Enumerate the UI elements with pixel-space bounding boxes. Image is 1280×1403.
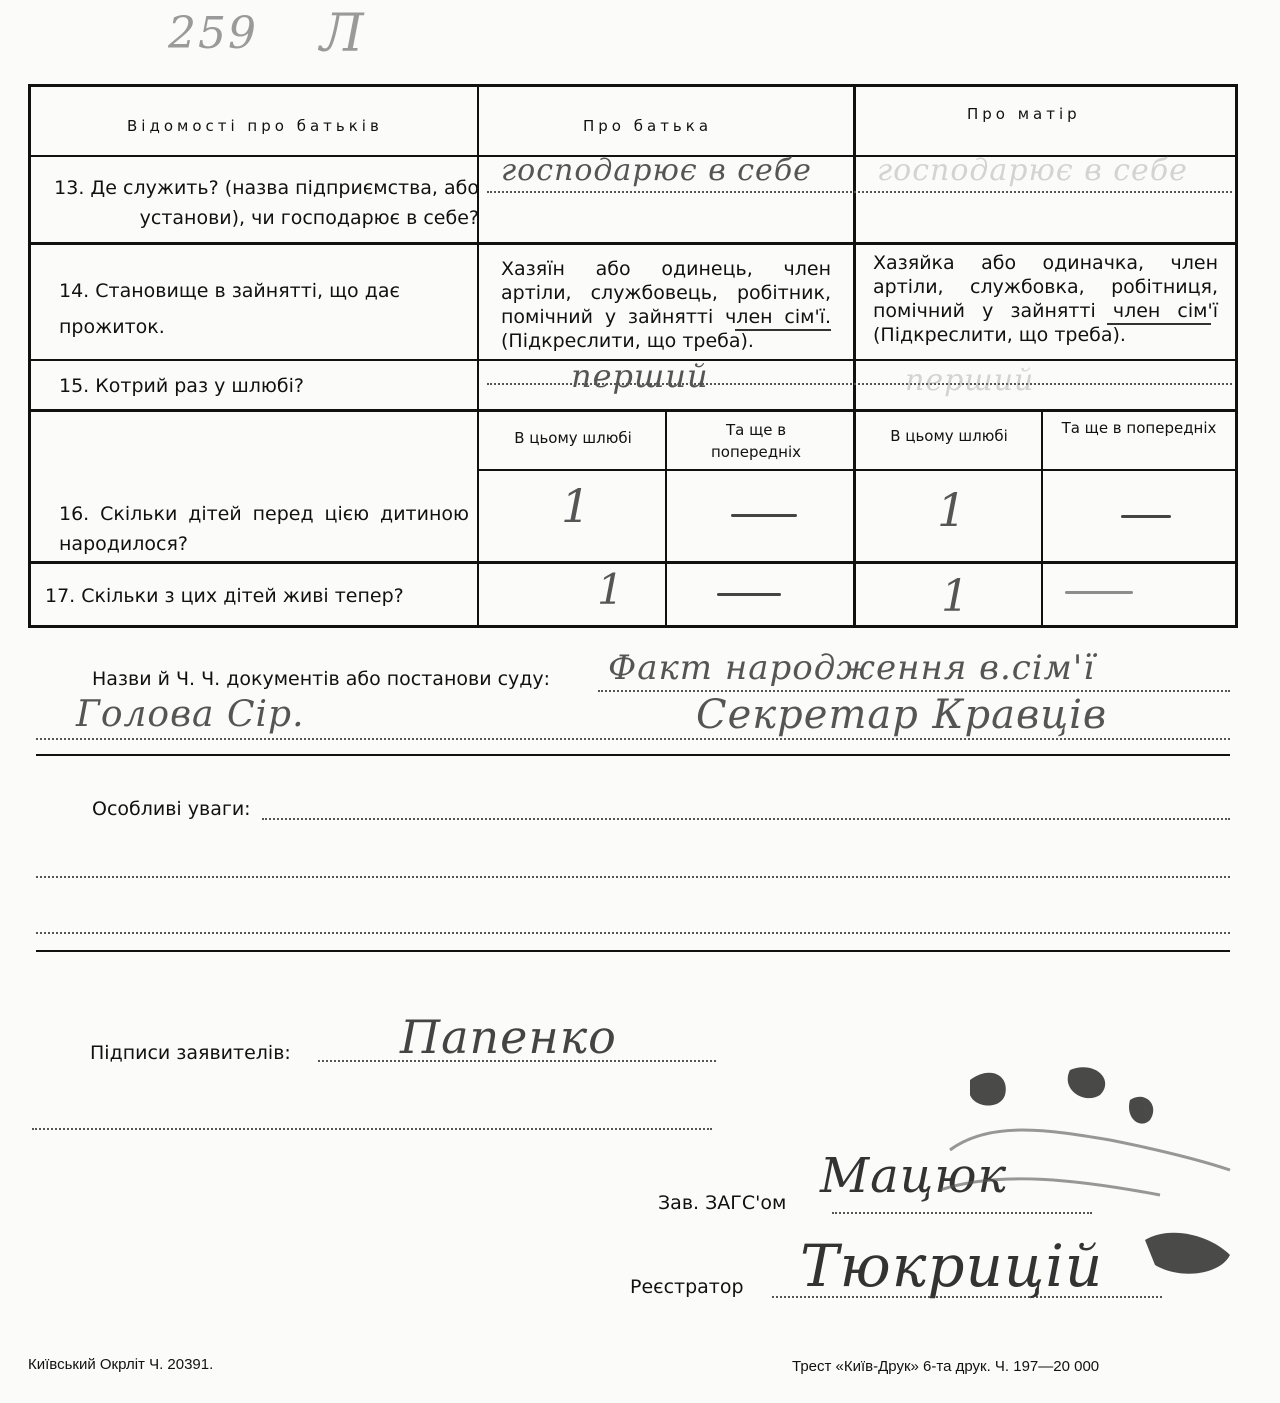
row-divider (31, 561, 1235, 564)
stamp-blot (1068, 1067, 1105, 1098)
row15-mother-answer: перший (905, 363, 1035, 398)
stamp-blot (1145, 1233, 1230, 1274)
column-divider (477, 87, 479, 625)
row15-question: 15. Котрий раз у шлюбі? (59, 375, 304, 397)
subcolumn-divider (665, 409, 667, 625)
applicants-signature-line-2 (32, 1128, 712, 1130)
subheader-divider (477, 469, 1235, 471)
parents-info-table (28, 84, 1238, 628)
footer-left: Київський Окрліт Ч. 20391. (28, 1356, 214, 1373)
special-notes-line-2 (36, 876, 1230, 878)
subcolumn-divider (1041, 409, 1043, 625)
row17-mother-previous-dash (1065, 591, 1133, 594)
subheader-father-previous: Та ще в попередніх (711, 421, 801, 461)
registrar-signature: Тюкрицій (800, 1232, 1104, 1300)
header-col-father: Про батька (583, 117, 713, 135)
subheader-mother-this-marriage: В цьому шлюбі (890, 427, 1008, 445)
answer-line (487, 191, 1232, 193)
subheader-mother-previous: Та ще в попередніх (1061, 419, 1217, 437)
row17-mother-this: 1 (941, 571, 970, 622)
page-number-mark: Л (320, 4, 364, 64)
registrar-label: Реєстратор (630, 1276, 744, 1298)
row-divider (31, 242, 1235, 245)
documents-handwritten-line2a: Голова Сір. (76, 694, 305, 735)
applicants-signature-label: Підписи заявителів: (90, 1042, 291, 1064)
header-col-info: Відомості про батьків (127, 117, 383, 135)
row17-father-previous-dash (717, 593, 781, 596)
row14-father-underline (735, 329, 831, 331)
column-divider (853, 87, 856, 625)
row17-father-this: 1 (597, 565, 625, 614)
row14-father-options: Хазяїн або одинець, член артіли, службовець, робітник, помічний у зайнятті член сім'ї. (Підкреслити, що треба). (501, 258, 831, 352)
special-notes-rule (36, 950, 1230, 952)
header-col-mother: Про матір (967, 105, 1081, 123)
zags-head-label: Зав. ЗАГС'ом (658, 1192, 787, 1214)
row13-father-answer: господарює в себе (501, 153, 812, 188)
row13-question: 13. Де служить? (назва підприємства, або установи), чи господарює в себе? (54, 177, 479, 229)
row14-mother-underline (1107, 323, 1211, 325)
stamp-blot (970, 1073, 1006, 1106)
row-divider (31, 409, 1235, 412)
documents-handwritten-line2b: Секретар Кравців (696, 692, 1108, 738)
row14-mother-options: Хазяйка або одиначка, член артіли, службовка, робітниця, помічний у зайнятті член сім'ї (Підкреслити, що треба). (873, 252, 1218, 346)
footer-right: Трест «Київ-Друк» 6-та друк. Ч. 197—20 000 (792, 1358, 1100, 1375)
row15-father-answer: перший (571, 357, 709, 395)
zags-head-signature: Мацюк (820, 1148, 1008, 1204)
row16-question: 16. Скільки дітей перед цією дитиною народилося? (59, 503, 469, 555)
special-notes-line-3 (36, 932, 1230, 934)
row16-mother-previous-dash (1121, 515, 1171, 518)
stamp-stroke (950, 1130, 1230, 1170)
documents-line-2 (36, 738, 1230, 740)
row17-question: 17. Скільки з цих дітей живі тепер? (45, 585, 404, 607)
special-notes-line-1 (262, 818, 1230, 820)
page-number: 259 (168, 8, 258, 59)
applicants-signature-value: Папенко (400, 1010, 617, 1064)
row14-question: 14. Становище в зайнятті, що дає прожиток. (59, 280, 400, 338)
row16-father-previous-dash (731, 514, 797, 517)
stamp-blot (1129, 1097, 1153, 1124)
special-notes-label: Особливі уваги: (92, 798, 251, 820)
row16-mother-this: 1 (937, 483, 968, 537)
row16-father-this: 1 (561, 479, 592, 533)
documents-handwritten-line1: Факт народження в.сім'ї (608, 648, 1096, 688)
stamp-stroke (940, 1179, 1160, 1195)
row13-mother-answer: господарює в себе (877, 153, 1188, 188)
documents-label: Назви й Ч. Ч. документів або постанови суду: (92, 668, 551, 690)
stamp-impression (930, 1060, 1250, 1300)
subheader-father-this-marriage: В цьому шлюбі (514, 429, 632, 447)
documents-rule (36, 754, 1230, 756)
